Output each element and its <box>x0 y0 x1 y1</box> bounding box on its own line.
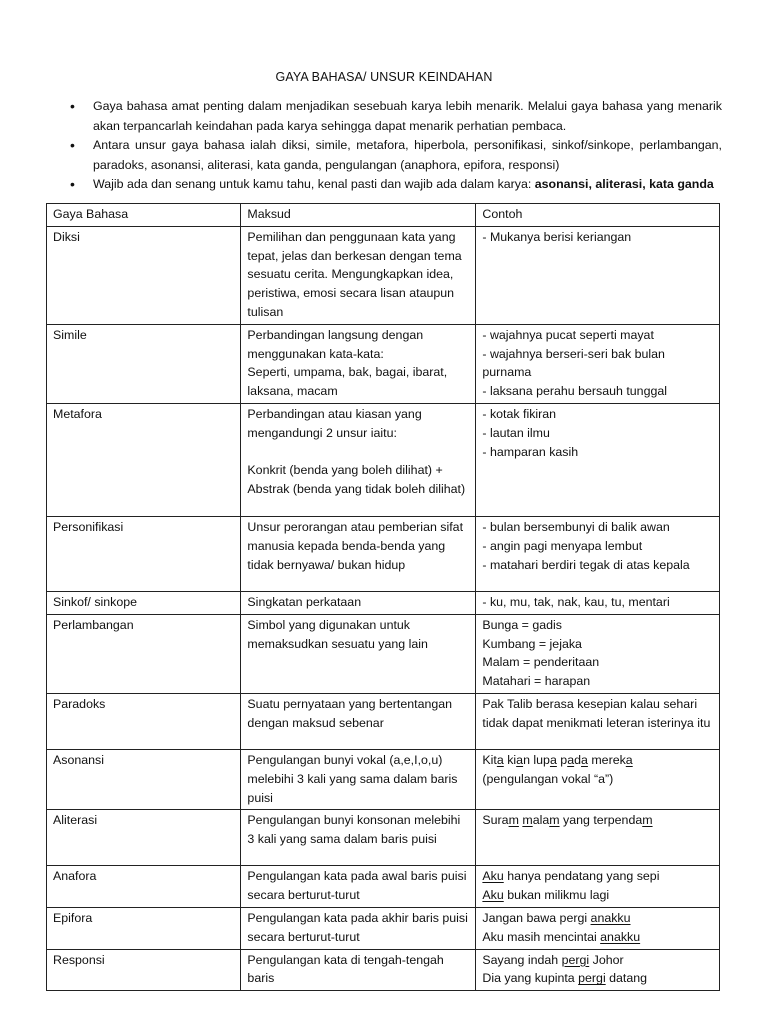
cell-maksud <box>241 866 476 908</box>
table-row <box>47 403 720 516</box>
cell-gaya-bahasa: Anafora <box>47 866 241 908</box>
contoh-line: Dia yang kupinta pergi datang <box>482 971 648 986</box>
contoh-line: Aku bukan milikmu lagi <box>482 888 610 903</box>
table-row <box>47 614 720 693</box>
cell-gaya-bahasa: Epifora <box>47 907 241 949</box>
cell-gaya-bahasa: Paradoks <box>47 693 241 749</box>
page-title: GAYA BAHASA/ UNSUR KEINDAHAN <box>275 70 493 84</box>
table-row <box>47 226 720 324</box>
bullet-item <box>70 97 722 136</box>
cell-contoh <box>476 614 720 693</box>
cell-maksud <box>241 403 476 516</box>
contoh-line: Matahari = harapan <box>482 674 591 689</box>
cell-contoh <box>476 693 720 749</box>
cell-maksud <box>241 693 476 749</box>
table-row <box>47 949 720 991</box>
cell-gaya-bahasa: Simile <box>47 324 241 403</box>
cell-gaya-bahasa: Diksi <box>47 226 241 324</box>
cell-gaya-bahasa: Responsi <box>47 949 241 991</box>
header-gaya-bahasa: Gaya Bahasa <box>47 204 241 227</box>
contoh-line: Suram malam yang terpendam <box>482 813 653 828</box>
contoh-line: Pak Talib berasa kesepian kalau sehari tidak dapat menikmati leteran isterinya itu <box>482 696 711 730</box>
cell-maksud <box>241 591 476 614</box>
contoh-line: Sayang indah pergi Johor <box>482 952 624 967</box>
cell-contoh <box>476 516 720 591</box>
contoh-line: Malam = penderitaan <box>482 655 600 670</box>
table-header-row <box>47 204 720 227</box>
bullet-bold-text: asonansi, aliterasi, kata ganda <box>534 177 714 191</box>
contoh-line: - laksana perahu bersauh tunggal <box>482 384 668 399</box>
maksud-line: Perbandingan langsung dengan menggunakan kata-kata: <box>247 327 424 361</box>
cell-gaya-bahasa: Perlambangan <box>47 614 241 693</box>
contoh-line: - bulan bersembunyi di balik awan <box>482 519 670 534</box>
maksud-line: Konkrit (benda yang boleh dilihat) + Abstrak (benda yang tidak boleh dilihat) <box>247 463 466 497</box>
table-row <box>47 591 720 614</box>
maksud-line <box>247 443 469 462</box>
table-row <box>47 810 720 866</box>
contoh-line: Kumbang = jejaka <box>482 636 582 651</box>
table-row <box>47 516 720 591</box>
maksud-line: Seperti, umpama, bak, bagai, ibarat, laksana, macam <box>247 365 448 399</box>
cell-gaya-bahasa: Sinkof/ sinkope <box>47 591 241 614</box>
maksud-line: Pengulangan kata di tengah-tengah baris <box>247 952 444 986</box>
contoh-line: - wajahnya berseri-seri bak bulan purnama <box>482 346 665 380</box>
cell-gaya-bahasa: Asonansi <box>47 749 241 809</box>
table-row <box>47 749 720 809</box>
table-body <box>47 226 720 990</box>
contoh-line: - Mukanya berisi keriangan <box>482 229 632 244</box>
table-row <box>47 324 720 403</box>
maksud-line: Pengulangan kata pada akhir baris puisi secara berturut-turut <box>247 910 468 944</box>
contoh-line: - wajahnya pucat seperti mayat <box>482 327 654 342</box>
cell-contoh <box>476 324 720 403</box>
cell-maksud <box>241 810 476 866</box>
contoh-line: Aku hanya pendatang yang sepi <box>482 869 660 884</box>
bullet-text: Antara unsur gaya bahasa ialah diksi, simile, metafora, hiperbola, personifikasi, sinkof/sinkope, perlambangan, paradoks, asonansi, aliterasi, kata ganda, pengulangan (anaphora, epifora, responsi) <box>93 138 722 172</box>
contoh-line: - kotak fikiran <box>482 406 557 421</box>
cell-contoh <box>476 866 720 908</box>
maksud-line: Suatu pernyataan yang bertentangan dengan maksud sebenar <box>247 696 453 730</box>
cell-maksud <box>241 614 476 693</box>
cell-contoh <box>476 810 720 866</box>
maksud-line: Unsur perorangan atau pemberian sifat manusia kepada benda-benda yang tidak bernyawa/ bukan hidup <box>247 519 464 572</box>
cell-maksud <box>241 226 476 324</box>
contoh-line: - lautan ilmu <box>482 425 550 440</box>
bullet-text: Gaya bahasa amat penting dalam menjadikan sesebuah karya lebih menarik. Melalui gaya bahasa yang menarik akan terpancarlah keindahan pada karya sehingga dapat menarik perhatian pembaca. <box>93 99 722 133</box>
contoh-line: - angin pagi menyapa lembut <box>482 538 643 553</box>
contoh-line: Bunga = gadis <box>482 617 562 632</box>
contoh-line: - hamparan kasih <box>482 444 579 459</box>
cell-maksud <box>241 949 476 991</box>
header-contoh: Contoh <box>476 204 720 227</box>
cell-maksud <box>241 516 476 591</box>
contoh-line: Aku masih mencintai anakku <box>482 929 641 944</box>
bullet-item <box>70 136 722 175</box>
bullet-text: Wajib ada dan senang untuk kamu tahu, kenal pasti dan wajib ada dalam karya: <box>93 177 535 191</box>
maksud-line: Singkatan perkataan <box>247 594 362 609</box>
contoh-line: Jangan bawa pergi anakku <box>482 910 631 925</box>
gaya-bahasa-table <box>46 203 720 991</box>
cell-maksud <box>241 324 476 403</box>
cell-maksud <box>241 907 476 949</box>
cell-contoh <box>476 591 720 614</box>
contoh-line: (pengulangan vokal “a”) <box>482 771 614 786</box>
cell-contoh <box>476 749 720 809</box>
cell-gaya-bahasa: Personifikasi <box>47 516 241 591</box>
table-row <box>47 693 720 749</box>
maksud-line: Simbol yang digunakan untuk memaksudkan sesuatu yang lain <box>247 617 428 651</box>
maksud-line: Pengulangan bunyi vokal (a,e,I,o,u) melebihi 3 kali yang sama dalam baris puisi <box>247 752 458 805</box>
maksud-line: Perbandingan atau kiasan yang mengandungi 2 unsur iaitu: <box>247 406 422 440</box>
contoh-line: - ku, mu, tak, nak, kau, tu, mentari <box>482 594 670 609</box>
table-row <box>47 866 720 908</box>
contoh-line: - matahari berdiri tegak di atas kepala <box>482 557 690 572</box>
bullet-item <box>70 175 722 195</box>
table-row <box>47 907 720 949</box>
maksud-line: Pengulangan kata pada awal baris puisi secara berturut-turut <box>247 869 467 903</box>
cell-contoh <box>476 226 720 324</box>
cell-gaya-bahasa: Metafora <box>47 403 241 516</box>
maksud-line: Pengulangan bunyi konsonan melebihi 3 kali yang sama dalam baris puisi <box>247 813 461 847</box>
maksud-line: Pemilihan dan penggunaan kata yang tepat, jelas dan berkesan dengan tema sesuatu cerita. Mengungkapkan idea, peristiwa, emosi secara lisan ataupun tulisan <box>247 229 462 319</box>
header-maksud: Maksud <box>241 204 476 227</box>
contoh-line: Kita kian lupa pada mereka <box>482 752 633 767</box>
cell-contoh <box>476 907 720 949</box>
cell-maksud <box>241 749 476 809</box>
cell-contoh <box>476 949 720 991</box>
cell-gaya-bahasa: Aliterasi <box>47 810 241 866</box>
intro-bullet-list <box>70 97 722 195</box>
cell-contoh <box>476 403 720 516</box>
